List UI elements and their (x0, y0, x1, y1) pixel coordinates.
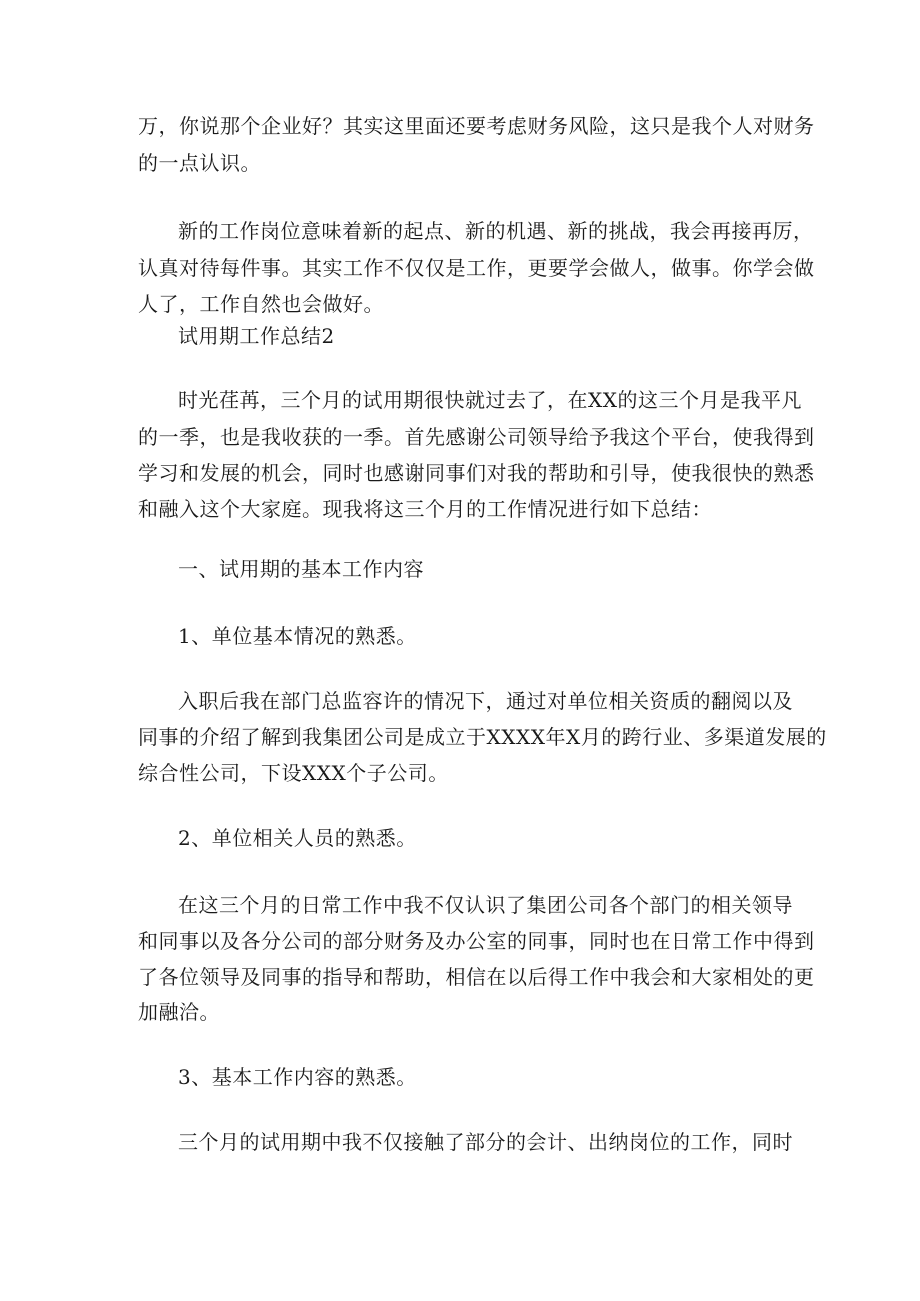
paragraph-line: 三个月的试用期中我不仅接触了部分的会计、出纳岗位的工作，同时 (178, 1130, 793, 1154)
subheading: 1、单位基本情况的熟悉。 (178, 624, 417, 648)
paragraph-line: 综合性公司，下设XXX个子公司。 (138, 761, 449, 785)
paragraph-line: 新的工作岗位意味着新的起点、新的机遇、新的挑战，我会再接再厉， (178, 219, 814, 243)
paragraph-line: 的一季，也是我收获的一季。首先感谢公司领导给予我这个平台，使我得到 (138, 425, 815, 449)
paragraph-line: 的一点认识。 (138, 151, 261, 175)
paragraph-line: 学习和发展的机会，同时也感谢同事们对我的帮助和引导，使我很快的熟悉 (138, 461, 815, 485)
paragraph-line: 加融洽。 (138, 1000, 220, 1024)
paragraph-line: 认真对待每件事。其实工作不仅仅是工作，更要学会做人，做事。你学会做 (138, 256, 815, 280)
subheading: 一、试用期的基本工作内容 (178, 557, 424, 581)
paragraph-line: 入职后我在部门总监容许的情况下，通过对单位相关资质的翻阅以及 (178, 689, 793, 713)
paragraph-line: 了各位领导及同事的指导和帮助，相信在以后得工作中我会和大家相处的更 (138, 965, 815, 989)
subheading: 2、单位相关人员的熟悉。 (178, 826, 417, 850)
paragraph-line: 万，你说那个企业好？其实这里面还要考虑财务风险，这只是我个人对财务 (138, 114, 815, 138)
paragraph-line: 和融入这个大家庭。现我将这三个月的工作情况进行如下总结： (138, 497, 712, 521)
paragraph-line: 同事的介绍了解到我集团公司是成立于XXXX年X月的跨行业、多渠道发展的 (138, 725, 827, 749)
paragraph-line: 时光荏苒，三个月的试用期很快就过去了，在XX的这三个月是我平凡 (178, 388, 802, 412)
subheading: 3、基本工作内容的熟悉。 (178, 1065, 417, 1089)
paragraph-line: 和同事以及各分公司的部分财务及办公室的同事，同时也在日常工作中得到 (138, 929, 815, 953)
paragraph-line: 在这三个月的日常工作中我不仅认识了集团公司各个部门的相关领导 (178, 893, 793, 917)
section-heading: 试用期工作总结2 (178, 324, 335, 348)
paragraph-line: 人了，工作自然也会做好。 (138, 292, 384, 316)
